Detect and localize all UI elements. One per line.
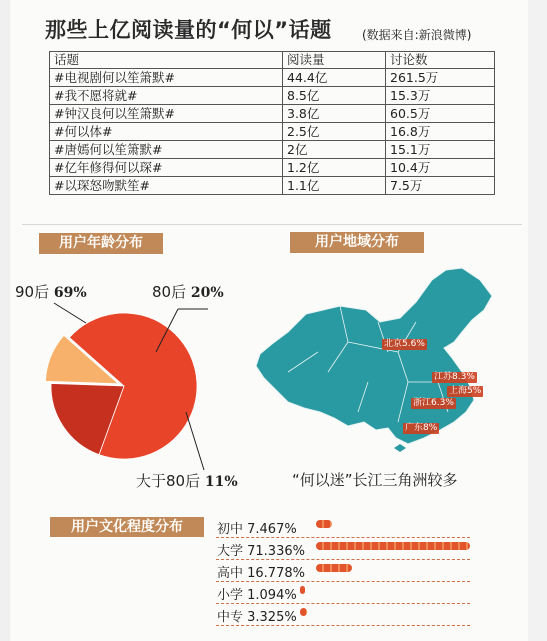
education-row-label: 小学 1.094% xyxy=(217,588,297,603)
column-header-discussions: 讨论数 xyxy=(386,52,495,69)
pie-label-80-pct: 20% xyxy=(190,285,224,301)
china-map xyxy=(248,262,510,452)
hainan-island xyxy=(394,444,406,452)
topic-cell: #以琛怒吻默笙# xyxy=(50,177,283,195)
region-caption: “何以迷”长江三角洲较多 xyxy=(292,471,458,489)
reads-cell: 8.5亿 xyxy=(283,87,386,105)
reads-cell: 1.1亿 xyxy=(283,177,386,195)
discussions-cell: 261.5万 xyxy=(386,69,495,87)
leader-line-90 xyxy=(54,303,86,323)
education-row-label: 初中 7.467% xyxy=(217,522,297,537)
pie-label-90-pct: 69% xyxy=(53,285,87,301)
age-section-header: 用户年龄分布 xyxy=(39,233,163,254)
education-bar xyxy=(316,564,352,572)
reads-cell: 2亿 xyxy=(283,141,386,159)
discussions-cell: 60.5万 xyxy=(386,105,495,123)
age-pie-chart xyxy=(0,0,260,520)
column-header-reads: 阅读量 xyxy=(283,52,386,69)
reads-cell: 1.2亿 xyxy=(283,159,386,177)
data-source-note: (数据来自:新浪微博) xyxy=(362,28,472,42)
pie-label-90 xyxy=(15,281,87,302)
region-section-header: 用户地域分布 xyxy=(290,232,424,253)
discussions-cell: 16.8万 xyxy=(386,123,495,141)
education-row xyxy=(216,559,470,582)
education-row xyxy=(216,603,470,626)
page-edge-right xyxy=(528,0,547,641)
reads-cell: 3.8亿 xyxy=(283,105,386,123)
education-row xyxy=(216,515,470,538)
discussions-cell: 15.3万 xyxy=(386,87,495,105)
pie-slices xyxy=(45,313,197,459)
topic-cell: #何以体# xyxy=(50,123,283,141)
topic-cell: #钟汉良何以笙箫默# xyxy=(50,105,283,123)
map-label-guangdong: 广东8% xyxy=(405,423,438,433)
reads-cell: 44.4亿 xyxy=(283,69,386,87)
education-bar xyxy=(316,542,470,550)
map-label-jiangsu: 江苏8.3% xyxy=(434,372,475,382)
discussions-cell: 7.5万 xyxy=(386,177,495,195)
page-title: 那些上亿阅读量的“何以”话题 xyxy=(45,18,332,42)
education-row xyxy=(216,581,470,604)
pie-label-80-name: 80后 xyxy=(152,283,187,301)
topic-cell: #电视剧何以笙箫默# xyxy=(50,69,283,87)
map-label-zhejiang: 浙江6.3% xyxy=(413,398,454,408)
reads-cell: 2.5亿 xyxy=(283,123,386,141)
topic-cell: #唐嫣何以笙箫默# xyxy=(50,141,283,159)
pie-label-80 xyxy=(152,281,224,302)
map-label-beijing: 北京5.6% xyxy=(384,339,425,349)
map-label-shanghai: 上海5% xyxy=(449,386,482,396)
discussions-cell: 15.1万 xyxy=(386,141,495,159)
education-bar xyxy=(300,586,305,594)
column-header-topic: 话题 xyxy=(50,52,283,69)
education-bar xyxy=(300,608,307,616)
pie-label-gt80-pct: 11% xyxy=(204,474,238,490)
leader-line-gt80 xyxy=(186,412,204,470)
pie-label-gt80 xyxy=(136,470,238,491)
education-row-label: 中专 3.325% xyxy=(217,610,297,625)
pie-label-gt80-name: 大于80后 xyxy=(136,472,201,490)
topic-cell: #亿年修得何以琛# xyxy=(50,159,283,177)
education-row xyxy=(216,537,470,560)
education-bar xyxy=(316,520,332,528)
pie-label-90-name: 90后 xyxy=(15,283,50,301)
education-section-header: 用户文化程度分布 xyxy=(50,517,204,537)
discussions-cell: 10.4万 xyxy=(386,159,495,177)
china-map-shape xyxy=(256,268,492,444)
education-row-label: 大学 71.336% xyxy=(217,544,305,559)
education-row-label: 高中 16.778% xyxy=(217,566,305,581)
topic-cell: #我不愿将就# xyxy=(50,87,283,105)
